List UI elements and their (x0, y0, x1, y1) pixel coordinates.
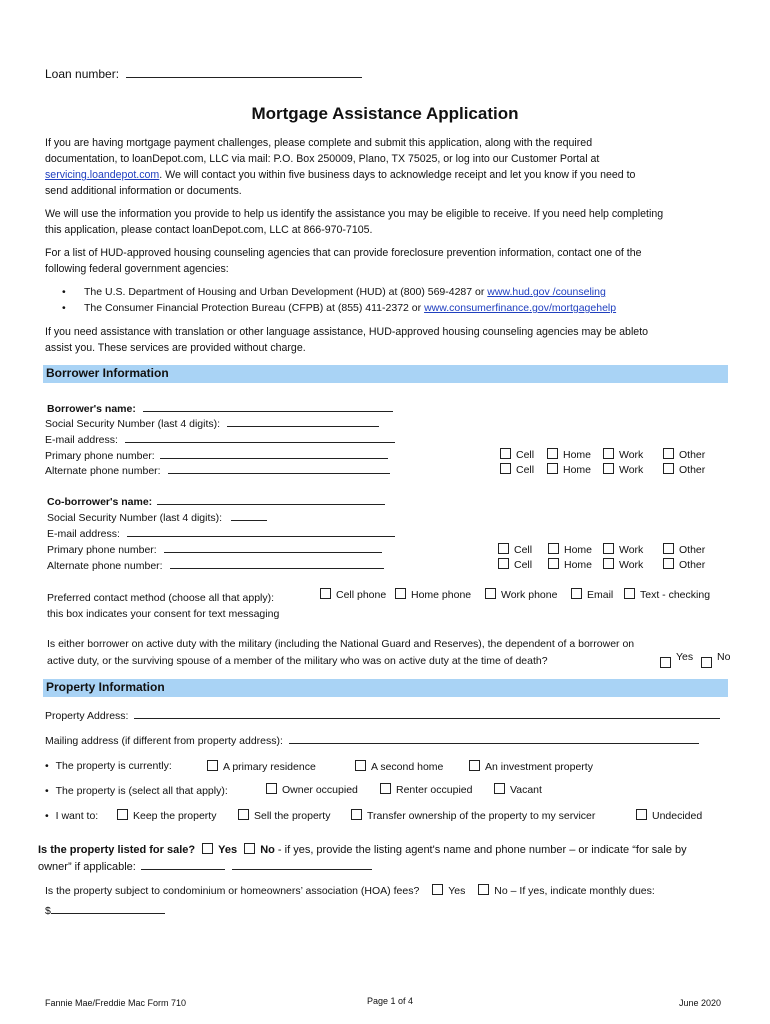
option-label: Text - checking (640, 589, 711, 601)
coborrower-name-field[interactable] (157, 494, 385, 505)
option-label: Cell (516, 464, 535, 476)
checkbox[interactable] (603, 558, 614, 569)
bullet-icon: • (45, 810, 49, 822)
checkbox[interactable] (244, 843, 255, 854)
page-title: Mortgage Assistance Application (251, 104, 519, 123)
want-option-keep[interactable] (117, 809, 216, 822)
listed-no-option[interactable] (244, 844, 275, 856)
is-option-vacant[interactable] (494, 783, 542, 796)
want-option-sell[interactable] (238, 809, 330, 822)
option-label: An investment property (485, 761, 593, 773)
option-label: Home (563, 449, 592, 461)
option-label: Yes (218, 844, 238, 856)
cfpb-link[interactable]: www.consumerfinance.gov/mortgagehelp (424, 302, 617, 314)
checkbox[interactable] (547, 463, 558, 474)
hoa-dues-row (45, 903, 165, 917)
want-row (45, 810, 98, 822)
checkbox[interactable] (202, 843, 213, 854)
checkbox[interactable] (500, 448, 511, 459)
option-label: Home phone (411, 589, 472, 601)
field-label: Co-borrower's name: (47, 496, 153, 508)
option-label: Cell (514, 544, 533, 556)
cell-option[interactable] (498, 543, 532, 556)
listing-agent-phone-field[interactable] (232, 859, 372, 870)
loan-number-label: Loan number: (45, 67, 120, 81)
hud-link[interactable]: www.hud.gov /counseling (487, 286, 606, 298)
checkbox[interactable] (485, 588, 496, 599)
contact-text-option[interactable] (624, 588, 710, 601)
borrower-email-field[interactable] (125, 432, 395, 443)
hoa-no-option[interactable] (478, 885, 507, 897)
checkbox[interactable] (663, 543, 674, 554)
field-label: Borrower's name: (47, 403, 136, 415)
checkbox[interactable] (500, 463, 511, 474)
checkbox[interactable] (355, 760, 366, 771)
dollar-sign: $ (45, 905, 51, 917)
bullet-hud (62, 286, 606, 298)
currently-option-second[interactable] (355, 760, 443, 773)
is-option-owner[interactable] (266, 783, 358, 796)
intro-line: If you are having mortgage payment challenges, please complete and submit this application, along with the required (45, 137, 593, 149)
checkbox[interactable] (380, 783, 391, 794)
checkbox[interactable] (548, 543, 559, 554)
coborrower-email-row (47, 526, 395, 540)
option-label: Email (587, 589, 614, 601)
hoa-dues-field[interactable] (51, 903, 165, 914)
option-label: Home (563, 464, 592, 476)
option-label: Work (619, 449, 644, 461)
checkbox[interactable] (701, 657, 712, 668)
property-address-row (45, 708, 720, 722)
section-title: Borrower Information (46, 366, 169, 380)
loan-number-field[interactable] (126, 67, 362, 78)
field-label: The property is currently: (55, 760, 172, 772)
cell-option[interactable] (498, 558, 532, 571)
option-label: Renter occupied (396, 784, 473, 796)
option-label: Home (564, 559, 593, 571)
checkbox[interactable] (660, 657, 671, 668)
other-option[interactable] (663, 463, 705, 476)
intro-line: For a list of HUD-approved housing counseling agencies that can provide foreclosure prevention information, contact one of the (45, 247, 642, 259)
contact-label (47, 590, 279, 622)
contact-email-option[interactable] (571, 588, 613, 601)
borrower-section-header (43, 365, 728, 383)
option-label: Work phone (501, 589, 558, 601)
checkbox[interactable] (547, 448, 558, 459)
question-line: active duty, or the surviving spouse of a member of the military who was on active duty at the time of death? (47, 655, 548, 667)
intro-line: this application, please contact loanDepot.com, LLC at 866-970-7105. (45, 224, 373, 236)
footer-date: June 2020 (679, 998, 722, 1008)
checkbox[interactable] (478, 884, 489, 895)
loan-number-row (45, 67, 362, 81)
option-label: Cell (516, 449, 535, 461)
option-label: Cell phone (336, 589, 387, 601)
checkbox[interactable] (395, 588, 406, 599)
checkbox[interactable] (432, 884, 443, 895)
option-label: Owner occupied (282, 784, 358, 796)
work-option[interactable] (603, 543, 643, 556)
property-is-row (45, 785, 228, 797)
borrower-primary-phone-row (45, 448, 388, 462)
checkbox[interactable] (469, 760, 480, 771)
borrower-primary-phone-field[interactable] (160, 448, 388, 459)
option-label: Keep the property (133, 810, 217, 822)
mailing-address-row (45, 733, 699, 747)
field-label: Property Address: (45, 710, 129, 722)
contact-label-line: this box indicates your consent for text messaging (47, 608, 280, 620)
intro-line: assist you. These services are provided without charge. (45, 342, 306, 354)
bullet-cfpb (62, 302, 617, 314)
intro-line: send additional information or documents. (45, 185, 242, 197)
checkbox[interactable] (624, 588, 635, 599)
intro-paragraph-2 (45, 206, 735, 238)
checkbox[interactable] (320, 588, 331, 599)
borrower-ssn-row (45, 416, 379, 430)
coborrower-primary-phone-field[interactable] (164, 542, 382, 553)
option-label: Work (619, 464, 644, 476)
field-label: I want to: (55, 810, 99, 822)
coborrower-ssn-row (47, 510, 267, 524)
coborrower-primary-phone-row (47, 542, 382, 556)
cell-option[interactable] (500, 448, 534, 461)
checkbox[interactable] (498, 558, 509, 569)
military-yes-option[interactable] (660, 653, 693, 668)
option-label: Transfer ownership of the property to my servicer (367, 810, 596, 822)
home-option[interactable] (548, 558, 592, 571)
borrower-name-field[interactable] (143, 401, 393, 412)
other-option[interactable] (663, 448, 705, 461)
home-option[interactable] (548, 543, 592, 556)
intro-line: If you need assistance with translation or other language assistance, HUD-approved housing counseling agencies may be ableto (45, 326, 649, 338)
option-label: Other (679, 449, 706, 461)
intro-paragraph-1 (45, 135, 735, 199)
work-option[interactable] (603, 463, 643, 476)
bullet-icon: • (62, 302, 66, 314)
bullet-text: The Consumer Financial Protection Bureau (CFPB) at (855) 411-2372 or (84, 302, 422, 314)
option-label: A second home (371, 761, 444, 773)
cell-option[interactable] (500, 463, 534, 476)
option-label: Undecided (652, 810, 703, 822)
option-label: Yes (676, 651, 694, 663)
borrower-email-row (45, 432, 395, 446)
intro-line: We will use the information you provide to help us identify the assistance you may be eligible to receive. If you need help completing (45, 208, 664, 220)
option-label: Cell (514, 559, 533, 571)
checkbox[interactable] (571, 588, 582, 599)
intro-line: following federal government agencies: (45, 263, 229, 275)
checkbox[interactable] (498, 543, 509, 554)
section-title: Property Information (46, 680, 165, 694)
checkbox[interactable] (351, 809, 362, 820)
option-label: A primary residence (223, 761, 316, 773)
checkbox[interactable] (548, 558, 559, 569)
mailing-address-field[interactable] (289, 733, 699, 744)
question-text: - if yes, provide the listing agent's name and phone number – or indicate “for sale by (277, 844, 687, 856)
question-line: Is either borrower on active duty with the military (including the National Guard and Reserves), the dependent of a borrower on (47, 638, 635, 650)
option-label: Yes (448, 885, 466, 897)
home-option[interactable] (547, 463, 591, 476)
coborrower-alt-phone-field[interactable] (170, 558, 384, 569)
property-address-field[interactable] (134, 708, 720, 719)
option-label: Other (679, 559, 706, 571)
other-option[interactable] (663, 543, 705, 556)
coborrower-name-row (47, 494, 385, 508)
work-option[interactable] (603, 558, 643, 571)
borrower-ssn-field[interactable] (227, 416, 379, 427)
currently-option-investment[interactable] (469, 760, 593, 773)
intro-paragraph-4 (45, 324, 735, 356)
option-label: Work (619, 559, 644, 571)
contact-work-option[interactable] (485, 588, 557, 601)
intro-paragraph-3 (45, 245, 735, 277)
hoa-yes-option[interactable] (432, 885, 465, 897)
listed-for-sale-row (38, 842, 687, 876)
borrower-alt-phone-row (45, 463, 390, 477)
checkbox[interactable] (636, 809, 647, 820)
option-label: Home (564, 544, 593, 556)
want-option-undecided[interactable] (636, 809, 702, 822)
intro-line: documentation, to loanDepot.com, LLC via mail: P.O. Box 250009, Plano, TX 75025, or log into our Customer Portal at (45, 153, 600, 165)
checkbox[interactable] (663, 463, 674, 474)
checkbox[interactable] (603, 543, 614, 554)
contact-cell-option[interactable] (320, 588, 386, 601)
want-option-transfer[interactable] (351, 809, 595, 822)
option-label: No (494, 885, 508, 897)
currently-option-primary[interactable] (207, 760, 316, 773)
option-label: No (260, 844, 275, 856)
listed-yes-option[interactable] (202, 844, 237, 856)
checkbox[interactable] (266, 783, 277, 794)
footer-form-name: Fannie Mae/Freddie Mac Form 710 (45, 998, 187, 1008)
field-label: Alternate phone number: (47, 560, 163, 572)
checkbox[interactable] (603, 463, 614, 474)
hoa-row (45, 884, 655, 897)
intro-line: . We will contact you within five business days to acknowledge receipt and let you know if you need to (159, 169, 636, 181)
question-label: Is the property subject to condominium or homeowners’ association (HOA) fees? (45, 885, 420, 897)
option-label: Other (679, 544, 706, 556)
military-no-option[interactable] (701, 653, 730, 668)
field-label: E-mail address: (45, 434, 118, 446)
bullet-icon: • (45, 760, 49, 772)
field-label: Primary phone number: (45, 450, 155, 462)
option-label: Other (679, 464, 706, 476)
field-label: Social Security Number (last 4 digits): (47, 512, 223, 524)
field-label: The property is (select all that apply): (55, 785, 228, 797)
question-text: owner” if applicable: (38, 861, 136, 873)
work-option[interactable] (603, 448, 643, 461)
checkbox[interactable] (238, 809, 249, 820)
borrower-alt-phone-field[interactable] (168, 463, 390, 474)
other-option[interactable] (663, 558, 705, 571)
is-option-renter[interactable] (380, 783, 472, 796)
checkbox[interactable] (494, 783, 505, 794)
bullet-icon: • (45, 785, 49, 797)
checkbox[interactable] (603, 448, 614, 459)
checkbox[interactable] (663, 558, 674, 569)
property-section-header (43, 679, 728, 697)
home-option[interactable] (547, 448, 591, 461)
question-text: – If yes, indicate monthly dues: (510, 885, 655, 897)
property-currently-row (45, 760, 172, 772)
checkbox[interactable] (663, 448, 674, 459)
field-label: Alternate phone number: (45, 465, 161, 477)
coborrower-email-field[interactable] (127, 526, 395, 537)
portal-link[interactable]: servicing.loandepot.com (45, 169, 160, 181)
coborrower-ssn-field[interactable] (231, 510, 267, 521)
borrower-name-row (47, 401, 393, 415)
option-label: Sell the property (254, 810, 331, 822)
coborrower-alt-phone-row (47, 558, 384, 572)
contact-home-option[interactable] (395, 588, 471, 601)
checkbox[interactable] (117, 809, 128, 820)
question-label: Is the property listed for sale? (38, 844, 196, 856)
bullet-text: The U.S. Department of Housing and Urban Development (HUD) at (800) 569-4287 or (84, 286, 485, 298)
field-label: Social Security Number (last 4 digits): (45, 418, 221, 430)
listing-agent-field[interactable] (141, 859, 225, 870)
field-label: Primary phone number: (47, 544, 157, 556)
bullet-icon: • (62, 286, 66, 298)
footer-page-number: Page 1 of 4 (367, 996, 414, 1006)
military-question (47, 636, 634, 670)
option-label: Vacant (510, 784, 542, 796)
option-label: Work (619, 544, 644, 556)
option-label: No (717, 651, 731, 663)
contact-label-line: Preferred contact method (choose all that apply): (47, 592, 275, 604)
field-label: E-mail address: (47, 528, 120, 540)
field-label: Mailing address (if different from property address): (45, 735, 283, 747)
checkbox[interactable] (207, 760, 218, 771)
